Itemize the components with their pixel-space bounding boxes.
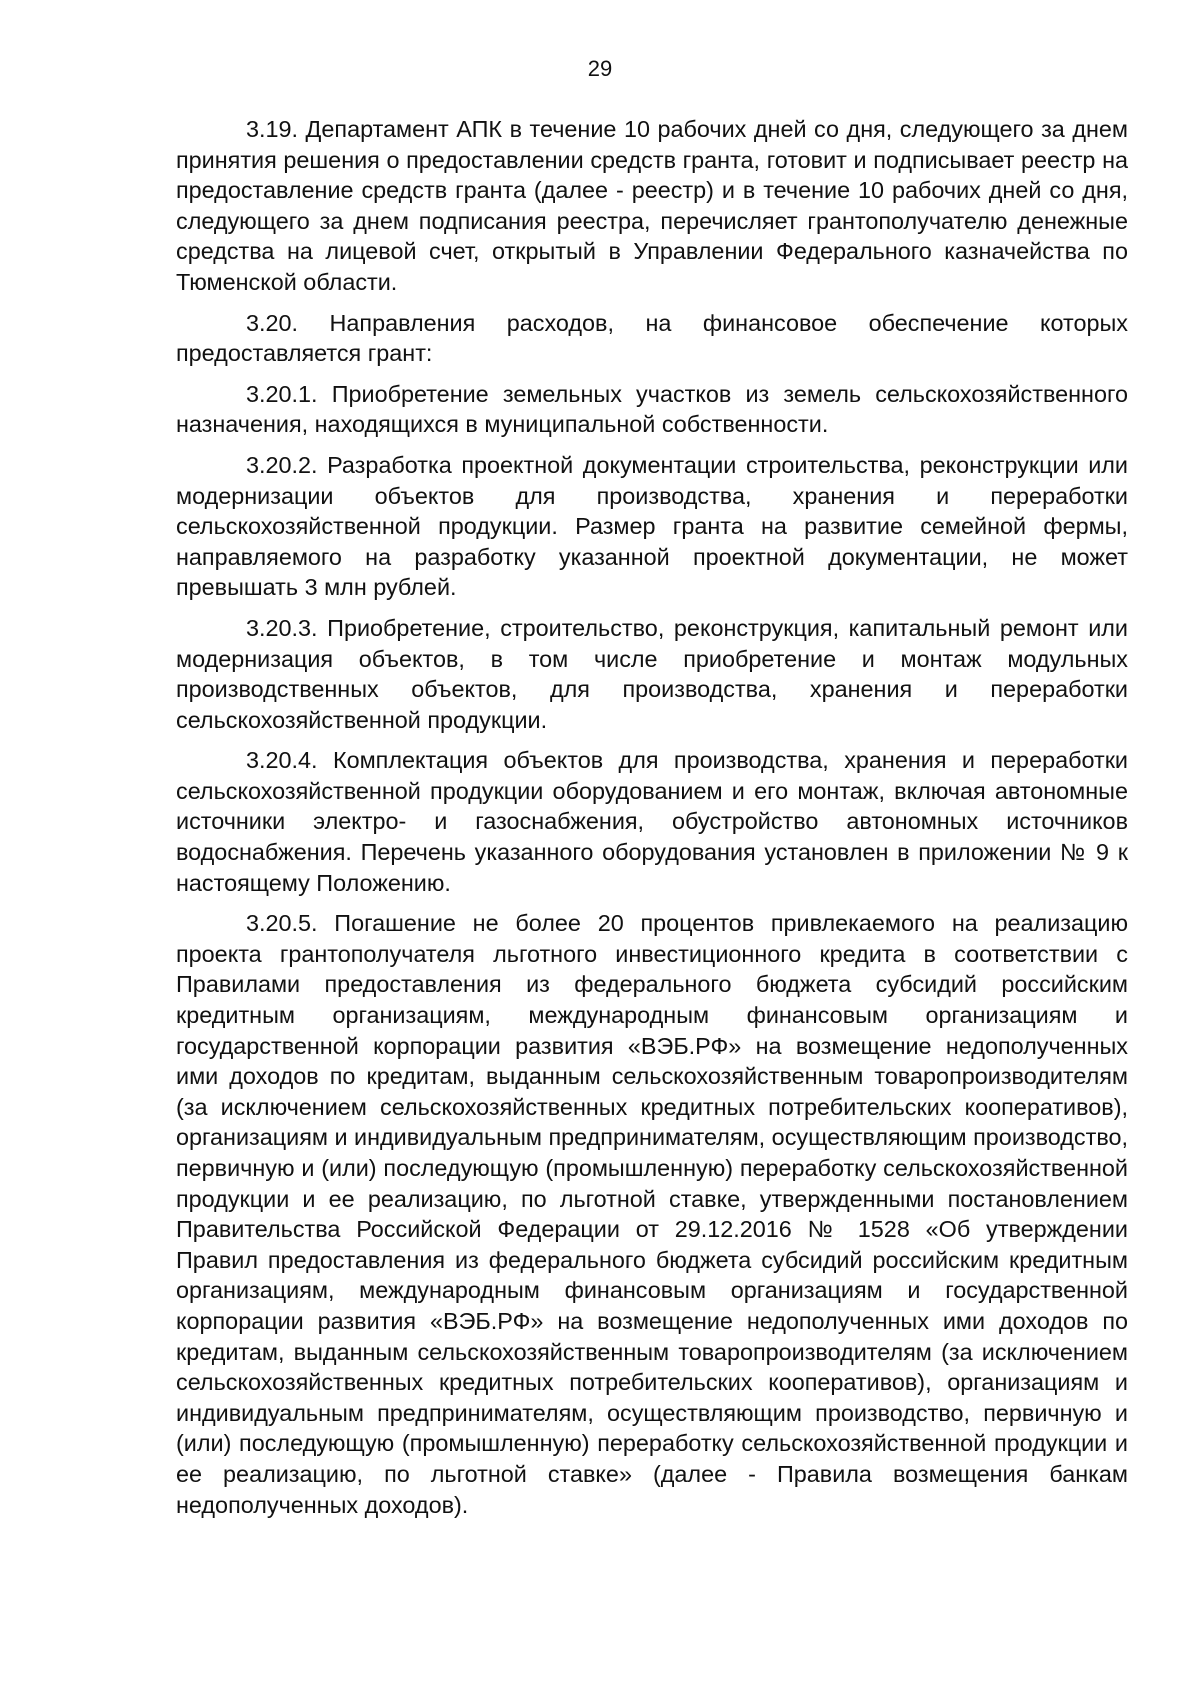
- paragraph-3-20-5: 3.20.5. Погашение не более 20 процентов привлекаемого на реализацию проекта грантополучателя льготного инвестиционного кредита в соответствии с Правилами предоставления из федерального бюджета субсидий российским кредитным организациям, международным финансовым организациям и государственной корпорации развития «ВЭБ.РФ» на возмещение недополученных ими доходов по кредитам, выданным сельскохозяйственным товаропроизводителям (за исключением сельскохозяйственных кредитных потребительских кооперативов), организациям и индивидуальным предпринимателям, осуществляющим производство, первичную и (или) последующую (промышленную) переработку сельскохозяйственной продукции и ее реализацию, по льготной ставке, утвержденными постановлением Правительства Российской Федерации от 29.12.2016 № 1528 «Об утверждении Правил предоставления из федерального бюджета субсидий российским кредитным организациям, международным финансовым организациям и государственной корпорации развития «ВЭБ.РФ» на возмещение недополученных ими доходов по кредитам, выданным сельскохозяйственным товаропроизводителям (за исключением сельскохозяйственных кредитных потребительских кооперативов), организациям и индивидуальным предпринимателям, осуществляющим производство, первичную и (или) последующую (промышленную) переработку сельскохозяйственной продукции и ее реализацию, по льготной ставке» (далее - Правила возмещения банкам недополученных доходов).: [176, 910, 1128, 1518]
- paragraph-3-20-1: 3.20.1. Приобретение земельных участков из земель сельскохозяйственного назначения, находящихся в муниципальной собственности.: [176, 380, 1128, 438]
- paragraph-3-20-2: 3.20.2. Разработка проектной документации строительства, реконструкции или модернизации объектов для производства, хранения и переработки сельскохозяйственной продукции. Размер гранта на развитие семейной фермы, направляемого на разработку указанной проектной документации, не может превышать 3 млн рублей.: [176, 451, 1128, 601]
- paragraph-3-20: 3.20. Направления расходов, на финансовое обеспечение которых предоставляется грант:: [176, 309, 1128, 367]
- paragraph-3-20-4: 3.20.4. Комплектация объектов для производства, хранения и переработки сельскохозяйственной продукции оборудованием и его монтаж, включая автономные источники электро- и газоснабжения, обустройство автономных источников водоснабжения. Перечень указанного оборудования установлен в приложении № 9 к настоящему Положению.: [176, 747, 1128, 896]
- paragraph-3-20-3: 3.20.3. Приобретение, строительство, реконструкция, капитальный ремонт или модернизация объектов, в том числе приобретение и монтаж модульных производственных объектов, для производства, хранения и переработки сельскохозяйственной продукции.: [176, 614, 1128, 733]
- page-number: 29: [587, 56, 613, 81]
- document-body: [176, 114, 1128, 1530]
- paragraph-3-19: 3.19. Департамент АПК в течение 10 рабочих дней со дня, следующего за днем принятия решения о предоставлении средств гранта, готовит и подписывает реестр на предоставление средств гранта (далее - реестр) и в течение 10 рабочих дней со дня, следующего за днем подписания реестра, перечисляет грантополучателю денежные средства на лицевой счет, открытый в Управлении Федерального казначейства по Тюменской области.: [176, 116, 1128, 295]
